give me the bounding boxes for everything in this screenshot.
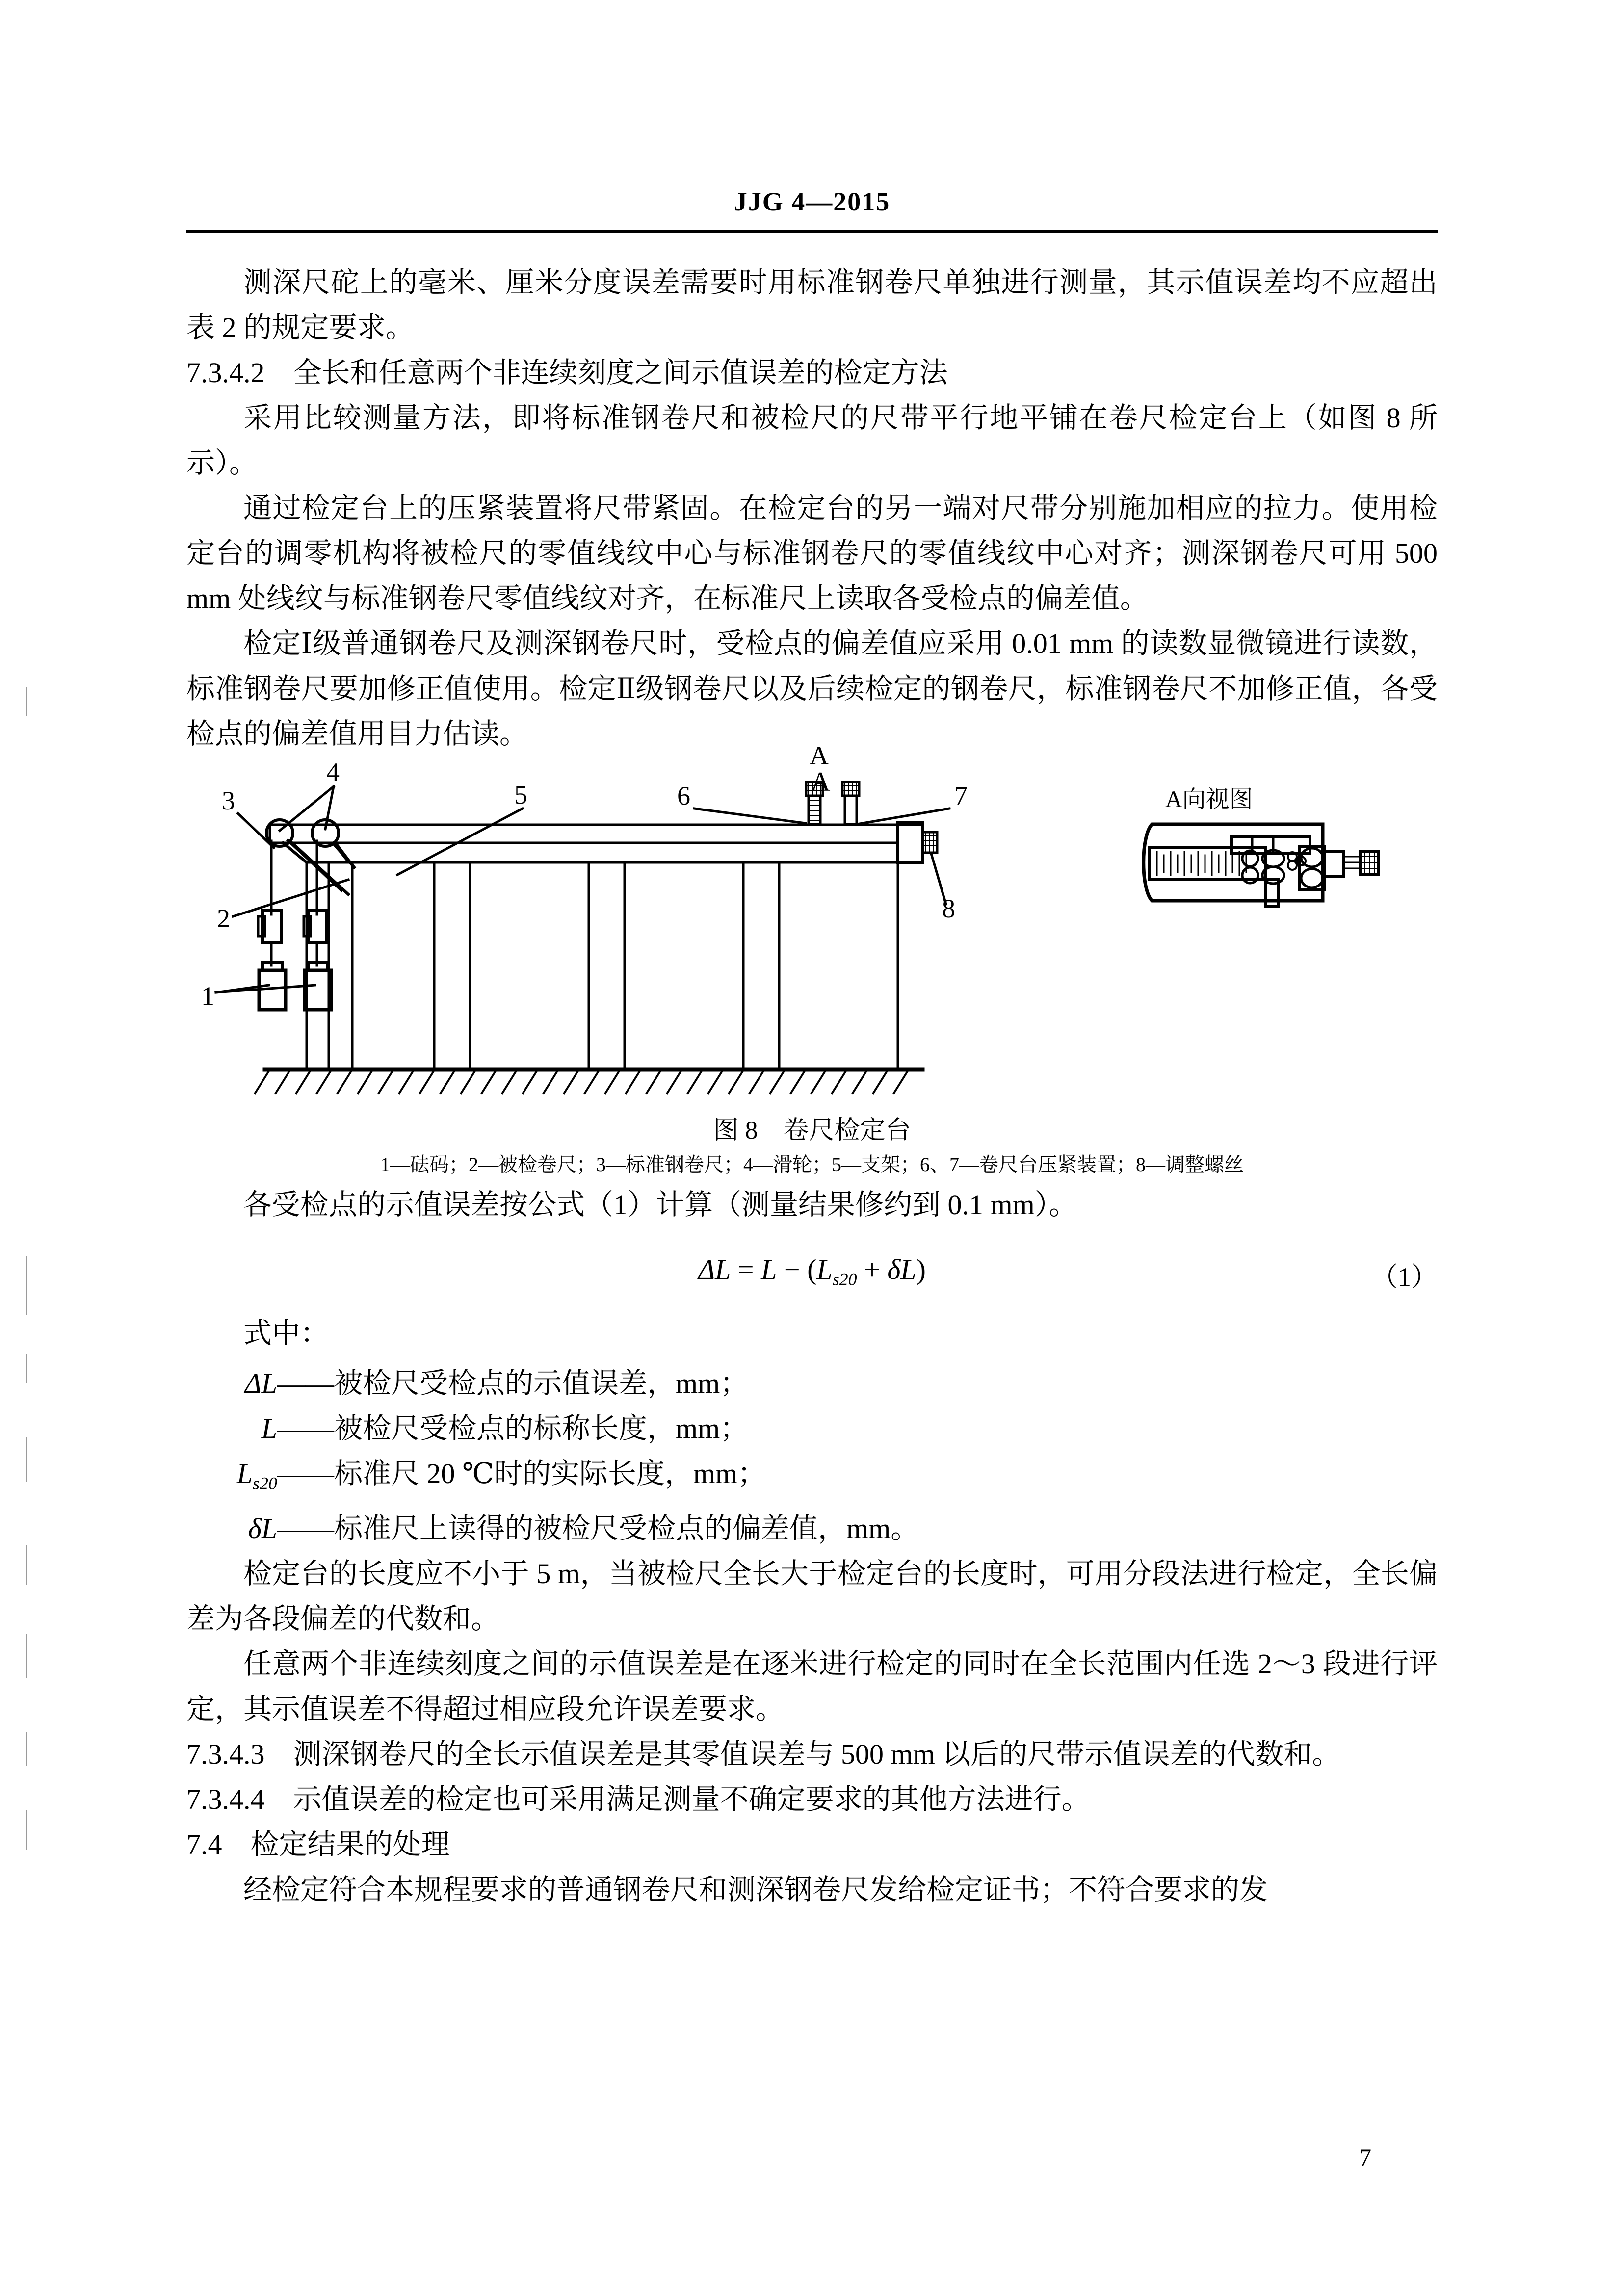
figure-8-container [186,741,1438,1113]
definition-symbol: L [261,1412,277,1444]
margin-tick-mark [26,1634,27,1678]
paragraph-8: 经检定符合本规程要求的普通钢卷尺和测深钢卷尺发给检定证书；不符合要求的发 [243,1873,1268,1905]
formula-rhs-main: L [761,1253,777,1285]
definition-text: 标准尺 20 ℃时的实际长度，mm； [334,1458,766,1489]
paragraph-4: 检定Ⅰ级普通钢卷尺及测深钢卷尺时，受检点的偏差值应采用 0.01 mm 的读数显微镜进行读数，标准钢卷尺要加修正值使用。检定Ⅱ级钢卷尺以及后续检定的钢卷尺，标准钢卷尺不加修正值，各受检点的偏差值用目力估读。 [186,627,1438,750]
figure-callout-3: 3 [222,786,235,815]
figure-8-legend: 1—砝码；2—被检卷尺；3—标准钢卷尺；4—滑轮；5—支架；6、7—卷尺台压紧装置；8—调整螺丝 [380,1153,1244,1175]
definition-dash: —— [277,1367,334,1399]
heading-7-3-4-4: 7.3.4.4 示值误差的检定也可采用满足测量不确定要求的其他方法进行。 [186,1783,1090,1815]
figure-section-marker-a: A [810,741,829,770]
heading-7-3-4-2: 7.3.4.2 全长和任意两个非连续刻度之间示值误差的检定方法 [186,357,948,389]
figure-callout-7: 7 [954,781,968,810]
heading-7-3-4-3: 7.3.4.3 测深钢卷尺的全长示值误差是其零值误差与 500 mm 以后的尺带示值误差的代数和。 [186,1738,1341,1770]
definition-symbol: ΔL [244,1367,277,1399]
definition-text: 被检尺受检点的标称长度，mm； [334,1412,749,1444]
paragraph-1: 测深尺砣上的毫米、厘米分度误差需要时用标准钢卷尺单独进行测量，其示值误差均不应超出表 2 的规定要求。 [186,266,1438,343]
formula-1-row [186,1247,1438,1311]
definition-text: 标准尺上读得的被检尺受检点的偏差值，mm。 [334,1512,919,1544]
figure-8-caption: 图 8 卷尺检定台 [713,1117,911,1145]
definition-text: 被检尺受检点的示值误差，mm； [334,1367,749,1399]
definition-symbol: δL [248,1512,277,1544]
definition-dash: —— [277,1412,334,1444]
figure-callout-4: 4 [326,757,340,787]
paragraph-6: 检定台的长度应不小于 5 m，当被检尺全长大于检定台的长度时，可用分段法进行检定，全长偏差为各段偏差的代数和。 [186,1557,1438,1635]
margin-tick-mark [26,1545,27,1585]
formula-1-number: （1） [1371,1262,1438,1292]
running-header-standard-code: JJG 4—2015 [733,187,891,216]
figure-callout-6: 6 [677,781,690,810]
figure-a-view-title: A向视图 [1165,786,1253,812]
paragraph-7: 任意两个非连续刻度之间的示值误差是在逐米进行检定的同时在全长范围内任选 2～3 段进行评定，其示值误差不得超过相应段允许误差要求。 [186,1647,1438,1725]
figure-callout-2: 2 [217,904,230,933]
definition-dash: —— [277,1458,334,1489]
margin-tick-mark [26,1256,27,1315]
document-body [186,260,1438,1912]
formula-1-expression [186,1253,1438,1290]
formula-term-base: L [816,1253,833,1285]
paragraph-2: 采用比较测量方法，即将标准钢卷尺和被检尺的尺带平行地平铺在卷尺检定台上（如图 8 所示）。 [186,402,1438,479]
heading-7-4: 7.4 检定结果的处理 [186,1828,450,1860]
figure-callout-8: 8 [942,894,955,923]
formula-lhs: ΔL [698,1253,731,1285]
definition-symbol: $L_{s20}$ [236,1458,277,1493]
definition-row [186,1451,1438,1506]
formula-minus: − [784,1253,800,1285]
formula-close-paren: ) [916,1253,926,1285]
formula-term-2: δL [887,1253,917,1285]
page-number: 7 [1359,2143,1371,2171]
margin-tick-mark [26,1354,27,1383]
definition-row [186,1406,1438,1451]
formula-plus: + [864,1253,880,1285]
figure-callout-1: 1 [201,981,214,1011]
formula-equals: = [737,1253,754,1285]
header-rule [186,230,1438,233]
figure-callout-5: 5 [514,780,527,809]
definition-row [186,1506,1438,1551]
margin-tick-mark [26,687,27,716]
formula-term-subscript: s20 [832,1269,857,1289]
definition-dash: —— [277,1512,334,1544]
margin-tick-mark [26,1810,27,1850]
margin-tick-mark [26,1437,27,1482]
figure-8-tape-calibration-bench-drawing [186,741,1438,1113]
definition-row [186,1361,1438,1406]
formula-where-label: 式中： [243,1317,329,1349]
formula-symbol-definitions [186,1361,1438,1551]
figure-section-marker-a-label: A [811,767,831,797]
margin-tick-mark [26,1732,27,1766]
paragraph-5: 各受检点的示值误差按公式（1）计算（测量结果修约到 0.1 mm）。 [243,1189,1077,1221]
formula-open-paren: ( [807,1253,817,1285]
paragraph-3: 通过检定台上的压紧装置将尺带紧固。在检定台的另一端对尺带分别施加相应的拉力。使用检定台的调零机构将被检尺的零值线纹中心与标准钢卷尺的零值线纹中心对齐；测深钢卷尺可用 500 mm 处线纹与标准钢卷尺零值线纹对齐，在标准尺上读取各受检点的偏差值。 [186,492,1438,614]
